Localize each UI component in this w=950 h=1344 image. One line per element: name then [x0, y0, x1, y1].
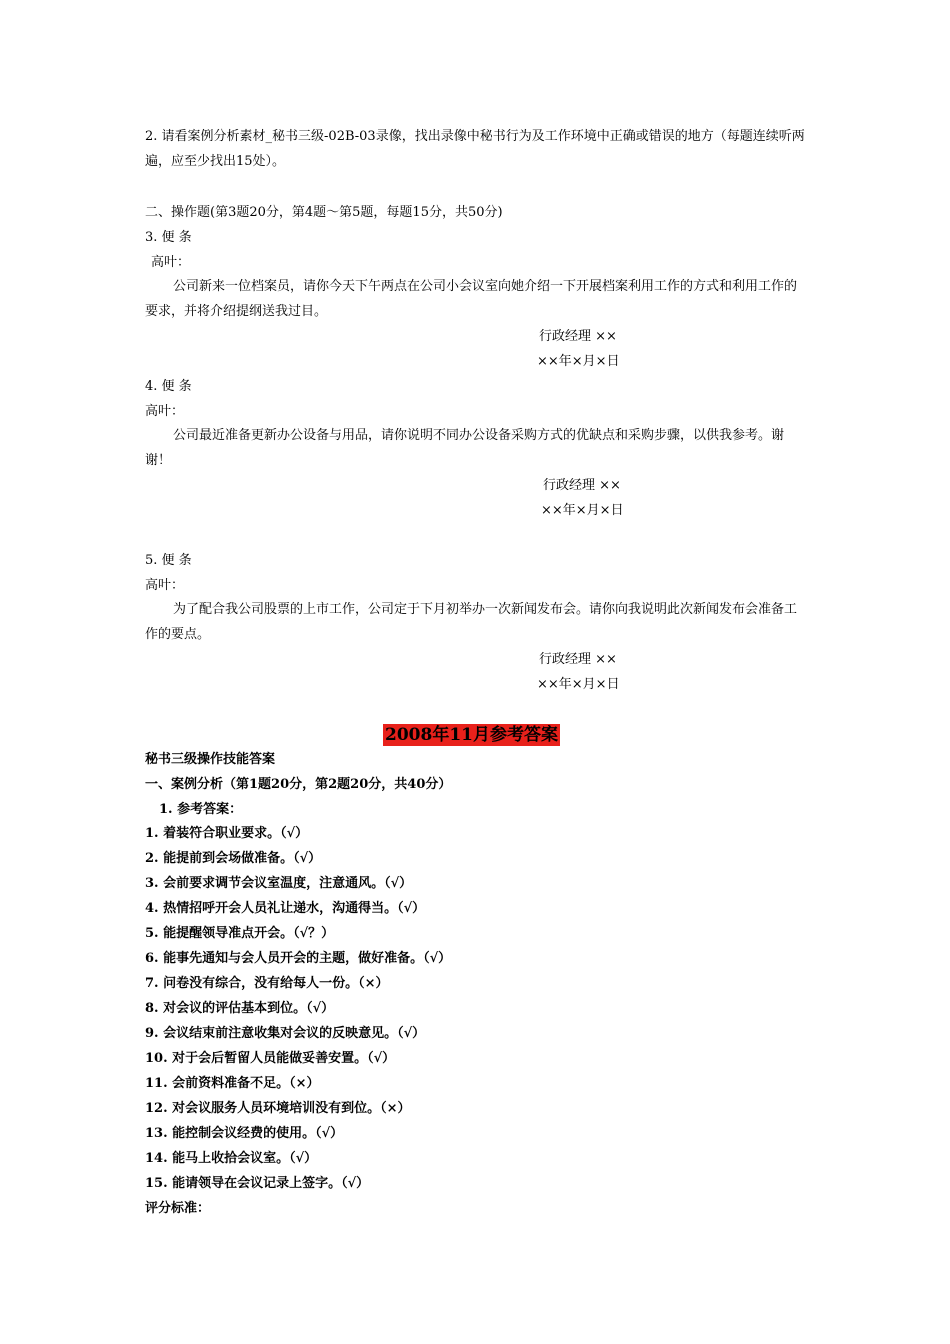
note-3-title: 3. 便 条: [145, 230, 192, 245]
scoring-criteria-label: 评分标准：: [145, 1201, 211, 1216]
answer-item: 2. 能提前到会场做准备。（√）: [145, 851, 322, 866]
question-2-text: 2. 请看案例分析素材_秘书三级-02B-03录像，找出录像中秘书行为及工作环境中正确或错误的地方（每题连续听两遍，应至少找出15处）。: [145, 129, 805, 169]
note-5-body: 为了配合我公司股票的上市工作，公司定于下月初举办一次新闻发布会。请你向我说明此次新闻发布会准备工作的要点。: [145, 602, 798, 642]
answer-item: 7. 问卷没有综合，没有给每人一份。（×）: [145, 976, 389, 991]
note-4-date: ××年×月×日: [541, 503, 624, 518]
answer-item: 8. 对会议的评估基本到位。（√）: [145, 1001, 335, 1016]
note-5-recipient: 高叶：: [145, 578, 185, 593]
answer-subtitle: 秘书三级操作技能答案: [145, 752, 276, 767]
answer-item: 15. 能请领导在会议记录上签字。（√）: [145, 1176, 370, 1191]
answer-item: 12. 对会议服务人员环境培训没有到位。（×）: [145, 1101, 411, 1116]
note-4-body: 公司最近准备更新办公设备与用品，请你说明不同办公设备采购方式的优缺点和采购步骤，以供我参考。谢谢！: [145, 428, 785, 468]
answer-list: [145, 825, 451, 1200]
answer-item: 9. 会议结束前注意收集对会议的反映意见。（√）: [145, 1026, 426, 1041]
note-4-recipient: 高叶：: [145, 404, 185, 419]
note-4-signature: 行政经理 ××: [543, 478, 621, 493]
answer-item: 1. 着装符合职业要求。（√）: [145, 826, 309, 841]
note-5-date: ××年×月×日: [537, 677, 620, 692]
answer-item: 11. 会前资料准备不足。（×）: [145, 1076, 320, 1091]
note-3-date: ××年×月×日: [537, 354, 620, 369]
note-5-title: 5. 便 条: [145, 553, 192, 568]
answer-item: 3. 会前要求调节会议室温度，注意通风。（√）: [145, 876, 413, 891]
answer-item: 10. 对于会后暂留人员能做妥善安置。（√）: [145, 1051, 396, 1066]
answer-heading: 2008年11月参考答案: [385, 725, 558, 745]
note-4-title: 4. 便 条: [145, 379, 192, 394]
answer-section-1-title: 一、案例分析（第1题20分，第2题20分，共40分）: [145, 777, 452, 792]
answer-item: 6. 能事先通知与会人员开会的主题，做好准备。（√）: [145, 951, 452, 966]
answer-item: 14. 能马上收拾会议室。（√）: [145, 1151, 318, 1166]
answer-q1-label: 1. 参考答案：: [159, 802, 243, 817]
section-2-title: 二、操作题(第3题20分，第4题～第5题，每题15分，共50分): [145, 205, 503, 220]
note-3-signature: 行政经理 ××: [539, 329, 617, 344]
answer-item: 13. 能控制会议经费的使用。（√）: [145, 1126, 344, 1141]
answer-item: 5. 能提醒领导准点开会。（√？）: [145, 926, 335, 941]
note-3-body: 公司新来一位档案员，请你今天下午两点在公司小会议室向她介绍一下开展档案利用工作的方式和利用工作的要求，并将介绍提纲送我过目。: [145, 279, 798, 319]
note-5-signature: 行政经理 ××: [539, 652, 617, 667]
answer-item: 4. 热情招呼开会人员礼让递水，沟通得当。（√）: [145, 901, 426, 916]
note-3-recipient: 高叶：: [151, 255, 191, 270]
